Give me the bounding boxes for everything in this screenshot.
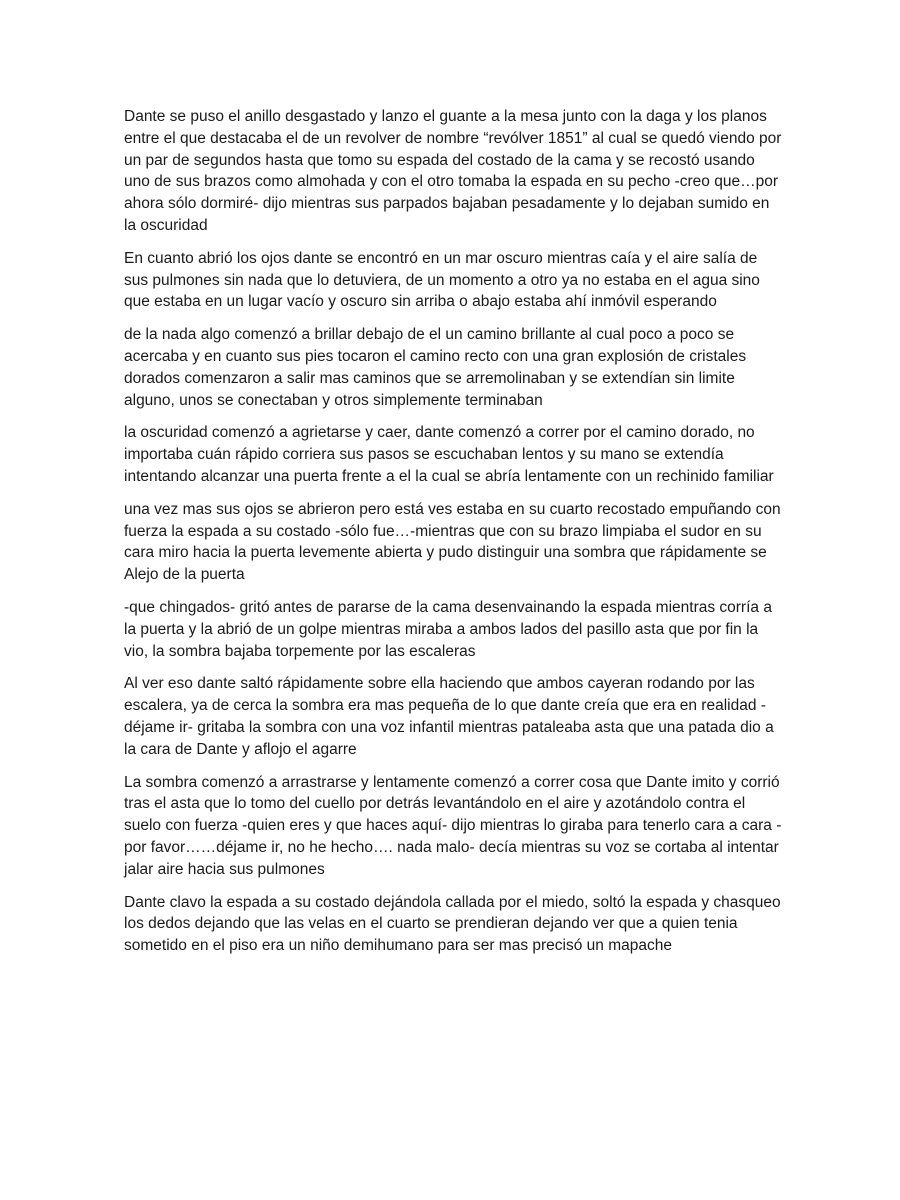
paragraph-5: una vez mas sus ojos se abrieron pero está ves estaba en su cuarto recostado empuñando con fuerza la espada a su costado -sólo fue…-mientras que con su brazo limpiaba el sudor en su cara miro hacia la puerta levemente abierta y pudo distinguir una sombra que rápidamente se Alejo de la puerta	[124, 500, 781, 584]
paragraph-8: La sombra comenzó a arrastrarse y lentamente comenzó a correr cosa que Dante imito y corrió tras el asta que lo tomo del cuello por detrás levantándolo en el aire y azotándolo contra el suelo con fuerza -quien eres y que haces aquí- dijo mientras lo giraba para tenerlo cara a cara -por favor……déjame ir, no he hecho…. nada malo- decía mientras su voz se cortaba al intentar jalar aire hacia sus pulmones	[124, 773, 782, 878]
paragraph-2: En cuanto abrió los ojos dante se encontró en un mar oscuro mientras caía y el aire salía de sus pulmones sin nada que lo detuviera, de un momento a otro ya no estaba en el agua sino que estaba en un lugar vacío y oscuro sin arriba o abajo estaba ahí inmóvil esperando	[124, 249, 760, 311]
paragraph-6: -que chingados- gritó antes de pararse de la cama desenvainando la espada mientras corría a la puerta y la abrió de un golpe mientras miraba a ambos lados del pasillo asta que por fin la vio, la sombra bajaba torpemente por las escaleras	[124, 598, 772, 660]
paragraph-1: Dante se puso el anillo desgastado y lanzo el guante a la mesa junto con la daga y los planos entre el que destacaba el de un revolver de nombre “revólver 1851” al cual se quedó viendo por un par de segundos hasta que tomo su espada del costado de la cama y se recostó usando uno de sus brazos como almohada y con el otro tomaba la espada en su pecho -creo que…por ahora sólo dormiré- dijo mientras sus parpados bajaban pesadamente y lo dejaban sumido en la oscuridad	[124, 108, 782, 234]
paragraph-9: Dante clavo la espada a su costado dejándola callada por el miedo, soltó la espada y chasqueo los dedos dejando que las velas en el cuarto se prendieran dejando ver que a quien tenia sometido en el piso era un niño demihumano para ser mas precisó un mapache	[124, 893, 781, 955]
document-body	[124, 106, 784, 968]
paragraph-7: Al ver eso dante saltó rápidamente sobre ella haciendo que ambos cayeran rodando por las escalera, ya de cerca la sombra era mas pequeña de lo que dante creía que era en realidad -déjame ir- gritaba la sombra con una voz infantil mientras pataleaba asta que una patada dio a la cara de Dante y aflojo el agarre	[124, 675, 774, 758]
paragraph-3: de la nada algo comenzó a brillar debajo de el un camino brillante al cual poco a poco se acercaba y en cuanto sus pies tocaron el camino recto con una gran explosión de cristales dorados comenzaron a salir mas caminos que se arremolinaban y se extendían sin limite alguno, unos se conectaban y otros simplemente terminaban	[124, 326, 747, 409]
paragraph-4: la oscuridad comenzó a agrietarse y caer, dante comenzó a correr por el camino dorado, no importaba cuán rápido corriera sus pasos se escuchaban lentos y su mano se extendía intentando alcanzar una puerta frente a el la cual se abría lentamente con un rechinido familiar	[124, 424, 774, 485]
